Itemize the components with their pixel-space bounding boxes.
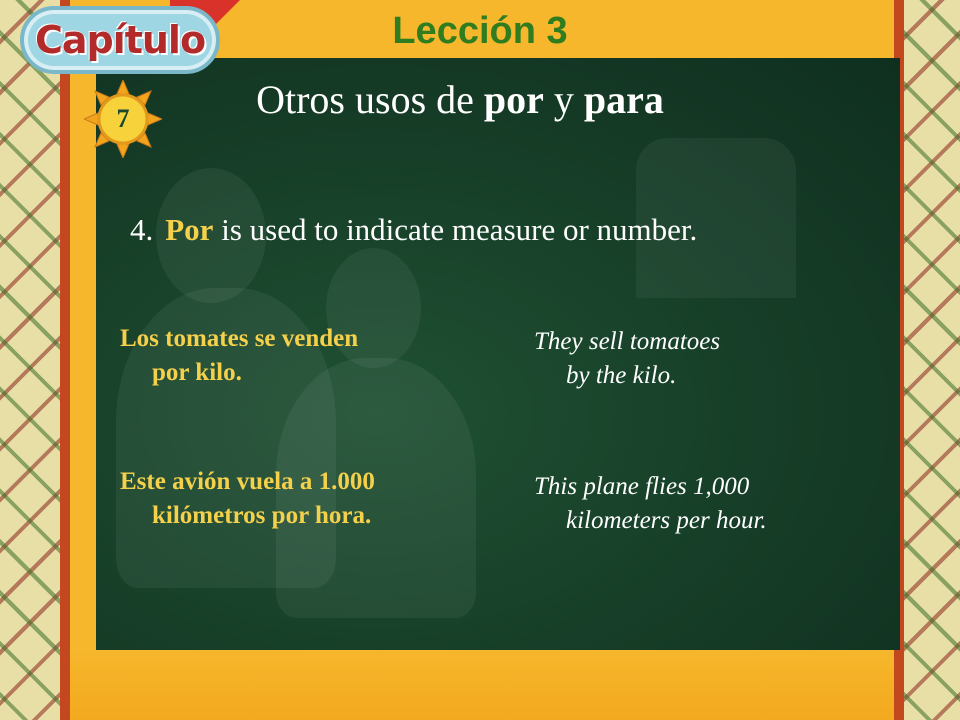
example-spanish-2-line1: Este avión vuela a 1.000 [120,468,375,495]
subtitle-word-por: por [483,77,544,122]
rule-keyword: Por [165,212,214,247]
rule-text: is used to indicate measure or number. [213,212,698,247]
lesson-title: Lección 3 [392,10,568,52]
page-subtitle [0,76,920,123]
logo-text: Capítulo [34,18,206,62]
example-english-2-line1: This plane flies 1,000 [534,473,750,500]
example-spanish-2-line2: kilómetros por hora. [152,502,372,529]
example-english-1-line1: They sell tomatoes [534,328,721,355]
grammar-rule [130,212,697,248]
subtitle-connector: y [543,77,584,122]
example-spanish-1-line2: por kilo. [152,359,242,386]
bottom-band [70,650,894,720]
subtitle-prefix: Otros usos de [256,77,484,122]
example-spanish-2 [120,465,375,533]
example-english-1 [534,325,720,393]
example-english-2 [534,470,767,538]
example-spanish-1 [120,322,358,390]
rule-number: 4. [130,212,154,247]
example-english-1-line2: by the kilo. [566,362,677,389]
subtitle-word-para: para [583,77,664,122]
example-english-2-line2: kilometers per hour. [566,507,767,534]
chapter-number: 7 [116,104,130,133]
example-spanish-1-line1: Los tomates se venden [120,325,359,352]
